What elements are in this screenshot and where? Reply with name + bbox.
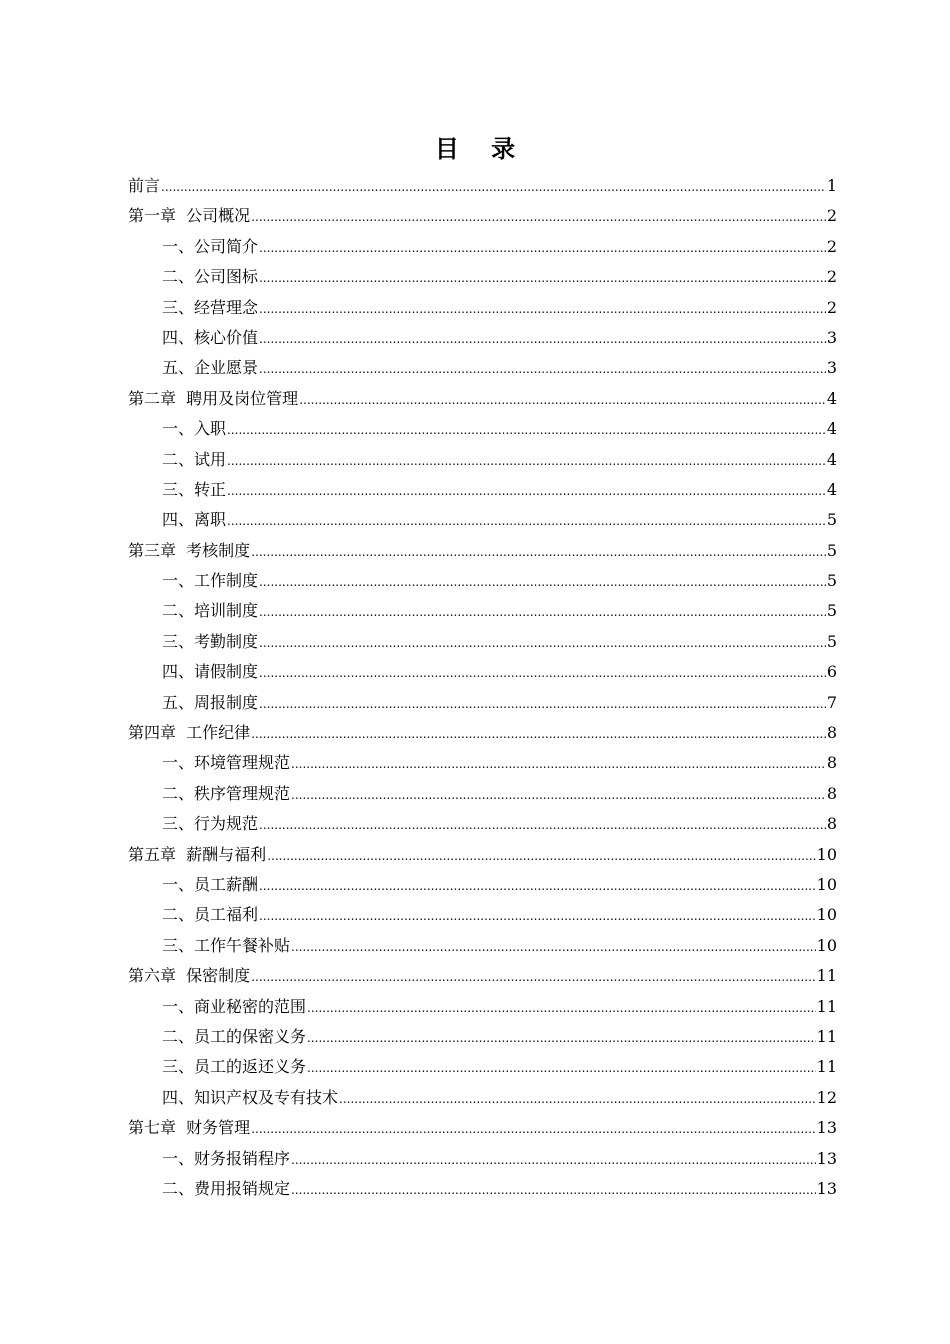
toc-leader-dots: [291, 1175, 816, 1205]
toc-leader-dots: [259, 597, 826, 627]
toc-entry[interactable]: [128, 1113, 837, 1143]
toc-entry-page-number: 10: [816, 905, 837, 925]
toc-entry-page-number: 13: [816, 1148, 837, 1168]
toc-entry-label: 三、考勤制度: [162, 631, 259, 651]
toc-leader-dots: [259, 628, 826, 658]
toc-entry-label: 五、企业愿景: [162, 358, 259, 378]
toc-entry-page-number: 8: [826, 814, 837, 834]
toc-entry-label: 第四章 工作纪律: [128, 723, 251, 743]
toc-entry-label: 二、费用报销规定: [162, 1178, 291, 1198]
toc-entry-page-number: 1: [826, 176, 837, 195]
toc-leader-dots: [299, 385, 826, 415]
toc-entry-label: 四、请假制度: [162, 662, 259, 682]
toc-leader-dots: [291, 1145, 816, 1175]
toc-entry-page-number: 2: [826, 297, 837, 317]
toc-leader-dots: [307, 1023, 816, 1053]
toc-entry-label: 第三章 考核制度: [128, 540, 251, 560]
toc-entry-page-number: 13: [816, 1118, 837, 1138]
toc-entry-label: 三、员工的返还义务: [162, 1057, 307, 1077]
toc-entry-label: 前言: [128, 176, 161, 195]
toc-entry-page-number: 11: [816, 1026, 837, 1046]
toc-leader-dots: [161, 172, 826, 202]
toc-entry-label: 四、知识产权及专有技术: [162, 1087, 339, 1107]
toc-entry[interactable]: [128, 627, 837, 657]
toc-entry-page-number: 8: [826, 723, 837, 743]
toc-entry[interactable]: [128, 748, 837, 778]
toc-entry-label: 四、离职: [162, 510, 227, 530]
toc-entry-label: 二、试用: [162, 449, 227, 469]
toc-leader-dots: [307, 993, 816, 1023]
toc-leader-dots: [259, 689, 826, 719]
toc-entry[interactable]: [128, 536, 837, 566]
toc-title: 目 录: [434, 135, 528, 163]
toc-leader-dots: [227, 506, 826, 536]
toc-entry-page-number: 8: [826, 783, 837, 803]
toc-entry[interactable]: [128, 505, 837, 535]
toc-entry[interactable]: [128, 1083, 837, 1113]
toc-entry[interactable]: [128, 840, 837, 870]
toc-entry[interactable]: [128, 232, 837, 262]
toc-entry[interactable]: [128, 1174, 837, 1204]
toc-entry-page-number: 10: [816, 874, 837, 894]
toc-entry[interactable]: [128, 657, 837, 687]
toc-entry-label: 二、员工的保密义务: [162, 1026, 307, 1046]
toc-entry[interactable]: [128, 809, 837, 839]
toc-entry[interactable]: [128, 353, 837, 383]
toc-leader-dots: [259, 294, 826, 324]
toc-leader-dots: [291, 780, 826, 810]
toc-entry-page-number: 4: [826, 449, 837, 469]
toc-leader-dots: [291, 932, 816, 962]
toc-entry-label: 二、公司图标: [162, 267, 259, 287]
toc-leader-dots: [259, 658, 826, 688]
toc-entry-page-number: 2: [826, 236, 837, 256]
toc-entry-page-number: 12: [816, 1087, 837, 1107]
toc-entry-label: 第七章 财务管理: [128, 1118, 251, 1138]
toc-entry[interactable]: [128, 931, 837, 961]
toc-entry-page-number: 7: [826, 692, 837, 712]
toc-entry[interactable]: [128, 566, 837, 596]
toc-entry-label: 第二章 聘用及岗位管理: [128, 388, 299, 408]
toc-entry-page-number: 10: [816, 844, 837, 864]
toc-entry-page-number: 4: [826, 419, 837, 439]
toc-leader-dots: [259, 263, 826, 293]
toc-entry[interactable]: [128, 171, 837, 201]
toc-leader-dots: [291, 749, 826, 779]
toc-leader-dots: [259, 810, 826, 840]
toc-leader-dots: [259, 901, 816, 931]
toc-entry-page-number: 13: [816, 1178, 837, 1198]
toc-entry[interactable]: [128, 323, 837, 353]
toc-entry-label: 第五章 薪酬与福利: [128, 844, 267, 864]
toc-entry-page-number: 11: [816, 1057, 837, 1077]
toc-leader-dots: [251, 537, 826, 567]
toc-entry-label: 一、财务报销程序: [162, 1148, 291, 1168]
toc-entry-page-number: 11: [816, 966, 837, 986]
toc-entry-label: 二、秩序管理规范: [162, 783, 291, 803]
toc-entry[interactable]: [128, 445, 837, 475]
toc-entry[interactable]: [128, 718, 837, 748]
toc-entry[interactable]: [128, 961, 837, 991]
toc-entry[interactable]: [128, 293, 837, 323]
toc-entry[interactable]: [128, 1052, 837, 1082]
toc-entry-page-number: 3: [826, 358, 837, 378]
toc-entry-label: 一、员工薪酬: [162, 874, 259, 894]
toc-leader-dots: [307, 1053, 816, 1083]
toc-entry-label: 一、环境管理规范: [162, 753, 291, 773]
toc-entry-label: 一、工作制度: [162, 571, 259, 591]
toc-leader-dots: [227, 446, 826, 476]
toc-entry[interactable]: [128, 1144, 837, 1174]
toc-entry[interactable]: [128, 201, 837, 231]
toc-entry-page-number: 4: [826, 479, 837, 499]
toc-entry[interactable]: [128, 1022, 837, 1052]
toc-entry[interactable]: [128, 992, 837, 1022]
toc-entry-page-number: 11: [816, 996, 837, 1016]
toc-leader-dots: [259, 233, 826, 263]
toc-leader-dots: [251, 1114, 815, 1144]
toc-entry[interactable]: [128, 688, 837, 718]
toc-entry[interactable]: [128, 384, 837, 414]
toc-entry-page-number: 2: [826, 206, 837, 226]
toc-entry-label: 一、入职: [162, 419, 227, 439]
toc-entry-label: 三、工作午餐补贴: [162, 935, 291, 955]
toc-entry-label: 四、核心价值: [162, 327, 259, 347]
toc-entry-page-number: 3: [826, 327, 837, 347]
toc-leader-dots: [259, 324, 826, 354]
toc-leader-dots: [267, 841, 815, 871]
toc-entry-page-number: 5: [826, 631, 837, 651]
toc-entry[interactable]: [128, 779, 837, 809]
toc-entry-label: 一、公司简介: [162, 236, 259, 256]
toc-leader-dots: [259, 871, 816, 901]
toc-entry[interactable]: [128, 414, 837, 444]
toc-entry-page-number: 5: [826, 510, 837, 530]
toc-entry-label: 二、培训制度: [162, 601, 259, 621]
toc-entry-label: 五、周报制度: [162, 692, 259, 712]
toc-leader-dots: [227, 415, 826, 445]
toc-entry[interactable]: [128, 262, 837, 292]
toc-entry-label: 三、经营理念: [162, 297, 259, 317]
toc-entry[interactable]: [128, 475, 837, 505]
toc-entry-label: 三、转正: [162, 479, 227, 499]
toc-leader-dots: [259, 354, 826, 384]
toc-entry-label: 三、行为规范: [162, 814, 259, 834]
toc-leader-dots: [227, 476, 826, 506]
toc-leader-dots: [251, 962, 815, 992]
toc-entry-label: 一、商业秘密的范围: [162, 996, 307, 1016]
toc-leader-dots: [251, 719, 826, 749]
toc-entry-label: 第六章 保密制度: [128, 966, 251, 986]
toc-entry[interactable]: [128, 596, 837, 626]
toc-entry[interactable]: [128, 870, 837, 900]
toc-entry-page-number: 2: [826, 267, 837, 287]
toc-entry-page-number: 5: [826, 540, 837, 560]
toc-entry-label: 第一章 公司概况: [128, 206, 251, 226]
table-of-contents: [128, 171, 837, 1204]
toc-entry-page-number: 10: [816, 935, 837, 955]
toc-leader-dots: [251, 202, 826, 232]
toc-entry-page-number: 4: [826, 388, 837, 408]
toc-entry-page-number: 5: [826, 601, 837, 621]
toc-leader-dots: [259, 567, 826, 597]
toc-entry-page-number: 8: [826, 753, 837, 773]
toc-entry-page-number: 5: [826, 571, 837, 591]
toc-entry-page-number: 6: [826, 662, 837, 682]
toc-entry-label: 二、员工福利: [162, 905, 259, 925]
toc-leader-dots: [339, 1084, 816, 1114]
toc-entry[interactable]: [128, 900, 837, 930]
